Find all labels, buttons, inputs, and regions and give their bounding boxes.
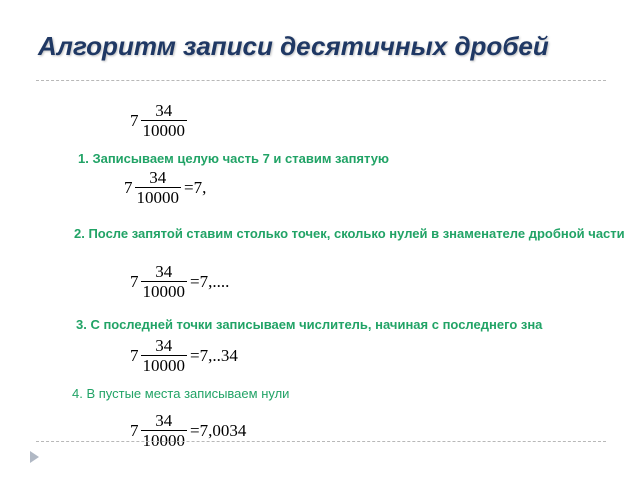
step-1-expression bbox=[124, 168, 206, 207]
fraction-numerator: 34 bbox=[155, 336, 173, 355]
step-4-expression bbox=[130, 411, 246, 450]
fraction-denominator: 10000 bbox=[142, 282, 185, 301]
fraction-whole: 7 bbox=[130, 110, 139, 130]
step-3-result: =7,..34 bbox=[190, 345, 238, 365]
fraction-numerator: 34 bbox=[149, 168, 167, 187]
fraction-numerator: 34 bbox=[155, 101, 173, 120]
fraction-whole: 7 bbox=[130, 345, 139, 365]
fraction-denominator: 10000 bbox=[142, 431, 185, 450]
fraction-denominator: 10000 bbox=[142, 356, 185, 375]
fraction bbox=[135, 168, 182, 207]
title-divider bbox=[36, 80, 606, 81]
fraction bbox=[141, 336, 188, 375]
step-3-expression bbox=[130, 336, 238, 375]
step-1-result: =7, bbox=[184, 177, 207, 197]
triangle-right-icon[interactable] bbox=[30, 451, 39, 463]
step-3-text: 3. С последней точки записываем числитель, начиная с последнего зна bbox=[76, 317, 543, 332]
fraction-numerator: 34 bbox=[155, 411, 173, 430]
fraction-denominator: 10000 bbox=[142, 121, 185, 140]
step-4-text: 4. В пустые места записываем нули bbox=[72, 386, 290, 401]
step-1-text: 1. Записываем целую часть 7 и ставим запятую bbox=[78, 151, 390, 166]
fraction bbox=[141, 262, 188, 301]
fraction-denominator: 10000 bbox=[136, 188, 179, 207]
fraction bbox=[141, 101, 188, 140]
fraction-whole: 7 bbox=[130, 420, 139, 440]
fraction-numerator: 34 bbox=[155, 262, 173, 281]
step-2-expression bbox=[130, 262, 229, 301]
step-4-result: =7,0034 bbox=[190, 420, 247, 440]
fraction-initial bbox=[130, 101, 187, 140]
fraction-whole: 7 bbox=[130, 271, 139, 291]
fraction-whole: 7 bbox=[124, 177, 133, 197]
fraction bbox=[141, 411, 188, 450]
footer-divider bbox=[36, 441, 606, 442]
slide-title: Алгоритм записи десятичных дробей bbox=[38, 31, 549, 61]
step-2-result: =7,.... bbox=[190, 271, 230, 291]
step-2-text: 2. После запятой ставим столько точек, сколько нулей в знаменателе дробной части bbox=[74, 226, 625, 241]
